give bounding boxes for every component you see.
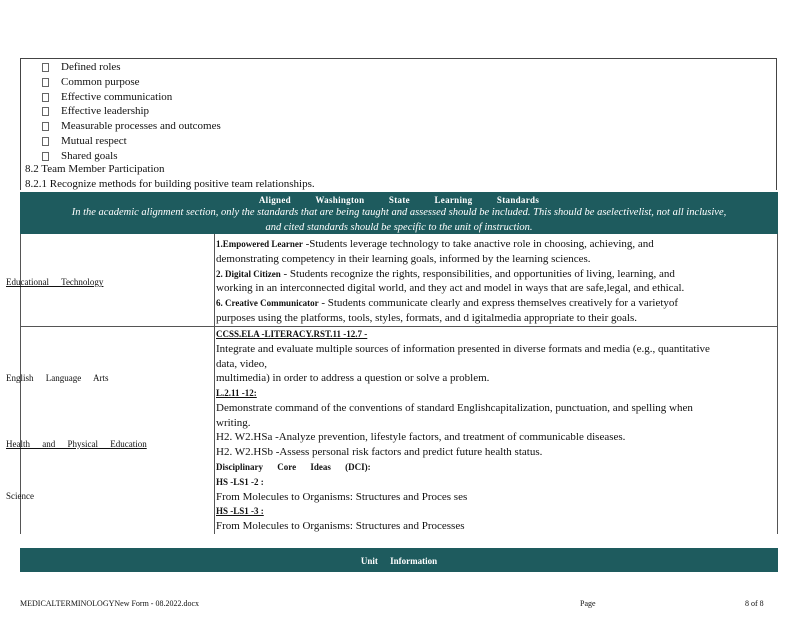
category-educational-technology: Educational Technology <box>6 277 104 287</box>
bullet-icon <box>42 137 49 146</box>
standard-label: 1.Empowered Learner <box>216 239 303 249</box>
list-item: Shared goals <box>42 149 221 164</box>
bullet-icon <box>42 152 49 161</box>
edtech-standards: 1.Empowered Learner -Students leverage technology to take anactive role in choosing, achieving, and demonstrating competency in their learning goals, informed by the learning sciences. 2. Digital Citizen - Students recognize the rights, responsibilities, and opportunities of living, learning, and working in an interconnected digital world, and they act and model in ways that are safe,legal, and ethical. 6. Creative Communicator - Students communicate clearly and express themselves creatively for a varietyof purposes using the platforms, tools, styles, formats, and d igitalmedia appropriate to their goals. <box>216 238 685 324</box>
list-item: Measurable processes and outcomes <box>42 119 221 134</box>
standard-label: 2. Digital Citizen <box>216 268 281 279</box>
bullet-icon <box>42 63 49 72</box>
footer-page-number: 8 of 8 <box>745 599 764 608</box>
ela-standards: CCSS.ELA -LITERACY.RST.11 -12.7 - Integrate and evaluate multiple sources of information presented in diverse formats and media (e.g., quantitative data, video, multimedia) in order to address a question or solve a problem. L.2.11 -12: Demonstrate command of the conventions of standard Englishcapitalization, punctuation, and spelling when writing. <box>216 327 756 431</box>
list-item: Defined roles <box>42 60 221 75</box>
unit-information-bar: Unit Information <box>20 548 778 572</box>
list-item: Common purpose <box>42 75 221 90</box>
standards-note-2: and cited standards should be specific to the unit of instruction. <box>265 222 533 233</box>
standard-label: 6. Creative Communicator <box>216 298 319 309</box>
list-item: Mutual respect <box>42 134 221 149</box>
bullet-icon <box>42 78 49 87</box>
bullet-icon <box>42 107 49 116</box>
section-8-2: 8.2 Team Member Participation <box>25 163 165 175</box>
health-standards: H2. W2.HSa -Analyze prevention, lifestyle factors, and treatment of communicable diseases. H2. W2.HSb -Assess personal risk factors and predict future health status. <box>216 431 626 458</box>
standards-header-bar <box>20 192 778 234</box>
column-divider <box>214 234 215 534</box>
dci-label: Disciplinary Core Ideas (DCI): <box>216 462 371 472</box>
footer-filename: MEDICALTERMINOLOGYNew Form - 08.2022.docx <box>20 599 200 608</box>
category-science: Science <box>6 491 34 501</box>
list-item: Effective communication <box>42 90 221 105</box>
bullet-icon <box>42 122 49 131</box>
category-english-language-arts: English Language Arts <box>6 373 109 383</box>
standards-header: Aligned Washington State Learning Standards <box>258 195 540 205</box>
section-8-2-1: 8.2.1 Recognize methods for building positive team relationships. <box>25 178 315 190</box>
standard-code: HS -LS1 -3 : <box>216 506 264 517</box>
standards-note-1: In the academic alignment section, only the standards that are being taught and assessed should be included. This should be aselectivelist, not all inclusive, <box>71 207 727 218</box>
bullet-icon <box>42 93 49 102</box>
standard-code: L.2.11 -12: <box>216 388 257 399</box>
standard-code: CCSS.ELA -LITERACY.RST.11 -12.7 - <box>216 329 368 339</box>
standard-code: HS -LS1 -2 : <box>216 476 264 487</box>
science-standards: Disciplinary Core Ideas (DCI): HS -LS1 -2 : From Molecules to Organisms: Structures and Proces ses HS -LS1 -3 : From Molecules to Organisms: Structures and Processes <box>216 460 756 534</box>
list-item: Effective leadership <box>42 104 221 119</box>
bullet-list <box>42 60 221 164</box>
category-health-pe: Health and Physical Education <box>6 439 147 449</box>
footer-page-label: Page <box>580 599 596 608</box>
